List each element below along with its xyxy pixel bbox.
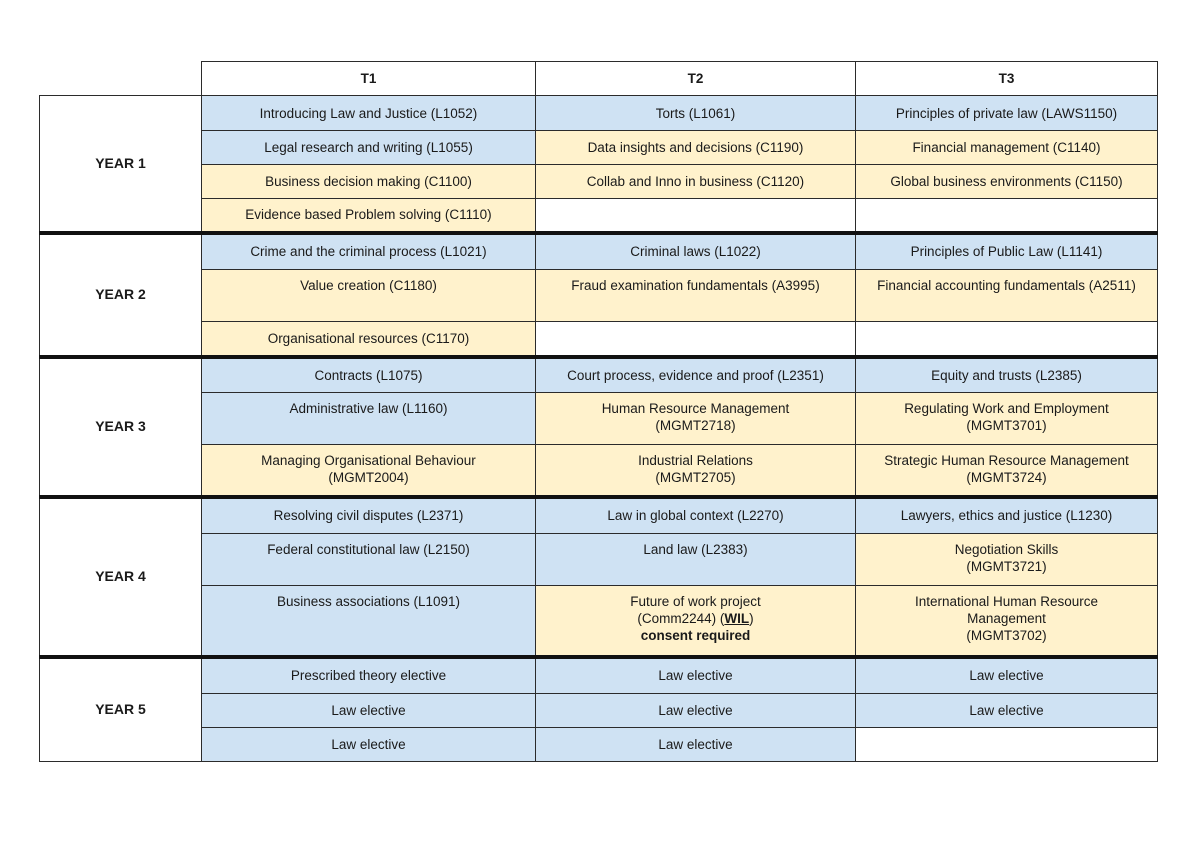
course-cell: Evidence based Problem solving (C1110): [202, 199, 536, 233]
course-cell: Business associations (L1091): [202, 586, 536, 657]
course-cell: Law elective: [536, 657, 856, 694]
course-cell: Legal research and writing (L1055): [202, 131, 536, 165]
course-code: (MGMT2004): [328, 470, 409, 485]
course-cell: Lawyers, ethics and justice (L1230): [856, 497, 1158, 534]
course-cell: [856, 393, 1158, 445]
course-cell: Data insights and decisions (C1190): [536, 131, 856, 165]
empty-cell: [536, 322, 856, 357]
empty-cell: [856, 322, 1158, 357]
course-cell: Law elective: [202, 728, 536, 762]
course-cell: Contracts (L1075): [202, 357, 536, 393]
course-cell: Land law (L2383): [536, 534, 856, 586]
course-code: (MGMT2705): [655, 470, 736, 485]
table-row: [40, 534, 1158, 586]
course-cell: Law elective: [856, 657, 1158, 694]
header-t2: T2: [536, 62, 856, 96]
course-title-cont: Management: [967, 611, 1046, 626]
table-row: [40, 586, 1158, 657]
course-cell: Business decision making (C1100): [202, 165, 536, 199]
course-cell: [856, 534, 1158, 586]
table-row: [40, 657, 1158, 694]
table-row: [40, 497, 1158, 534]
table-row: [40, 445, 1158, 497]
header-t1: T1: [202, 62, 536, 96]
course-cell: [856, 586, 1158, 657]
header-t3: T3: [856, 62, 1158, 96]
course-title: Industrial Relations: [638, 453, 753, 468]
course-cell: Prescribed theory elective: [202, 657, 536, 694]
course-title: Human Resource Management: [601, 401, 790, 416]
course-cell: Court process, evidence and proof (L2351): [536, 357, 856, 393]
course-cell: Law in global context (L2270): [536, 497, 856, 534]
table-row: [40, 131, 1158, 165]
course-cell: Principles of private law (LAWS1150): [856, 96, 1158, 131]
year-label-3: YEAR 3: [40, 357, 202, 497]
year-label-5: YEAR 5: [40, 657, 202, 762]
table-row: [40, 322, 1158, 357]
course-cell: Financial management (C1140): [856, 131, 1158, 165]
course-cell: Financial accounting fundamentals (A2511): [856, 270, 1158, 322]
table-row: [40, 96, 1158, 131]
empty-cell: [856, 199, 1158, 233]
course-code: (Comm2244) (: [637, 611, 725, 626]
course-code: (MGMT2718): [655, 418, 736, 433]
course-cell: Resolving civil disputes (L2371): [202, 497, 536, 534]
table-row: [40, 728, 1158, 762]
course-cell: Collab and Inno in business (C1120): [536, 165, 856, 199]
course-title: Strategic Human Resource Management: [884, 453, 1129, 468]
course-title: Negotiation Skills: [954, 542, 1059, 557]
course-cell: Law elective: [202, 694, 536, 728]
course-code: (MGMT3702): [966, 628, 1047, 643]
course-cell: Value creation (C1180): [202, 270, 536, 322]
course-cell: Torts (L1061): [536, 96, 856, 131]
course-cell: Fraud examination fundamentals (A3995): [536, 270, 856, 322]
table-row: [40, 694, 1158, 728]
course-cell: Introducing Law and Justice (L1052): [202, 96, 536, 131]
table-row: [40, 357, 1158, 393]
table-row: [40, 233, 1158, 270]
course-cell: Law elective: [536, 694, 856, 728]
table-row: [40, 199, 1158, 233]
table-row: [40, 270, 1158, 322]
course-cell: Criminal laws (L1022): [536, 233, 856, 270]
course-cell: Global business environments (C1150): [856, 165, 1158, 199]
year-label-2: YEAR 2: [40, 233, 202, 357]
course-code: (MGMT3721): [966, 559, 1047, 574]
course-title: Managing Organisational Behaviour: [261, 453, 476, 468]
course-cell: [536, 445, 856, 497]
wil-link[interactable]: WIL: [724, 611, 750, 626]
course-cell: [202, 445, 536, 497]
empty-cell: [856, 728, 1158, 762]
consent-note: consent required: [640, 628, 751, 643]
header-row: [40, 62, 1158, 96]
table-row: [40, 393, 1158, 445]
course-cell: [856, 445, 1158, 497]
course-cell: Law elective: [856, 694, 1158, 728]
table-row: [40, 165, 1158, 199]
course-cell: Law elective: [536, 728, 856, 762]
degree-plan-table: [39, 61, 1158, 762]
course-cell: [536, 393, 856, 445]
course-code: (MGMT3724): [966, 470, 1047, 485]
year-label-4: YEAR 4: [40, 497, 202, 657]
course-title: Regulating Work and Employment: [904, 401, 1109, 416]
course-code-close: ): [749, 611, 754, 626]
year-label-1: YEAR 1: [40, 96, 202, 233]
empty-cell: [536, 199, 856, 233]
course-cell: Crime and the criminal process (L1021): [202, 233, 536, 270]
course-code: (MGMT3701): [966, 418, 1047, 433]
course-title: International Human Resource: [914, 594, 1099, 609]
course-cell: Equity and trusts (L2385): [856, 357, 1158, 393]
course-code-line: [542, 610, 849, 627]
course-cell: Federal constitutional law (L2150): [202, 534, 536, 586]
course-cell: Principles of Public Law (L1141): [856, 233, 1158, 270]
course-cell: Organisational resources (C1170): [202, 322, 536, 357]
course-cell: [536, 586, 856, 657]
course-cell: Administrative law (L1160): [202, 393, 536, 445]
corner-cell: [40, 62, 202, 96]
course-title: Future of work project: [630, 594, 761, 609]
